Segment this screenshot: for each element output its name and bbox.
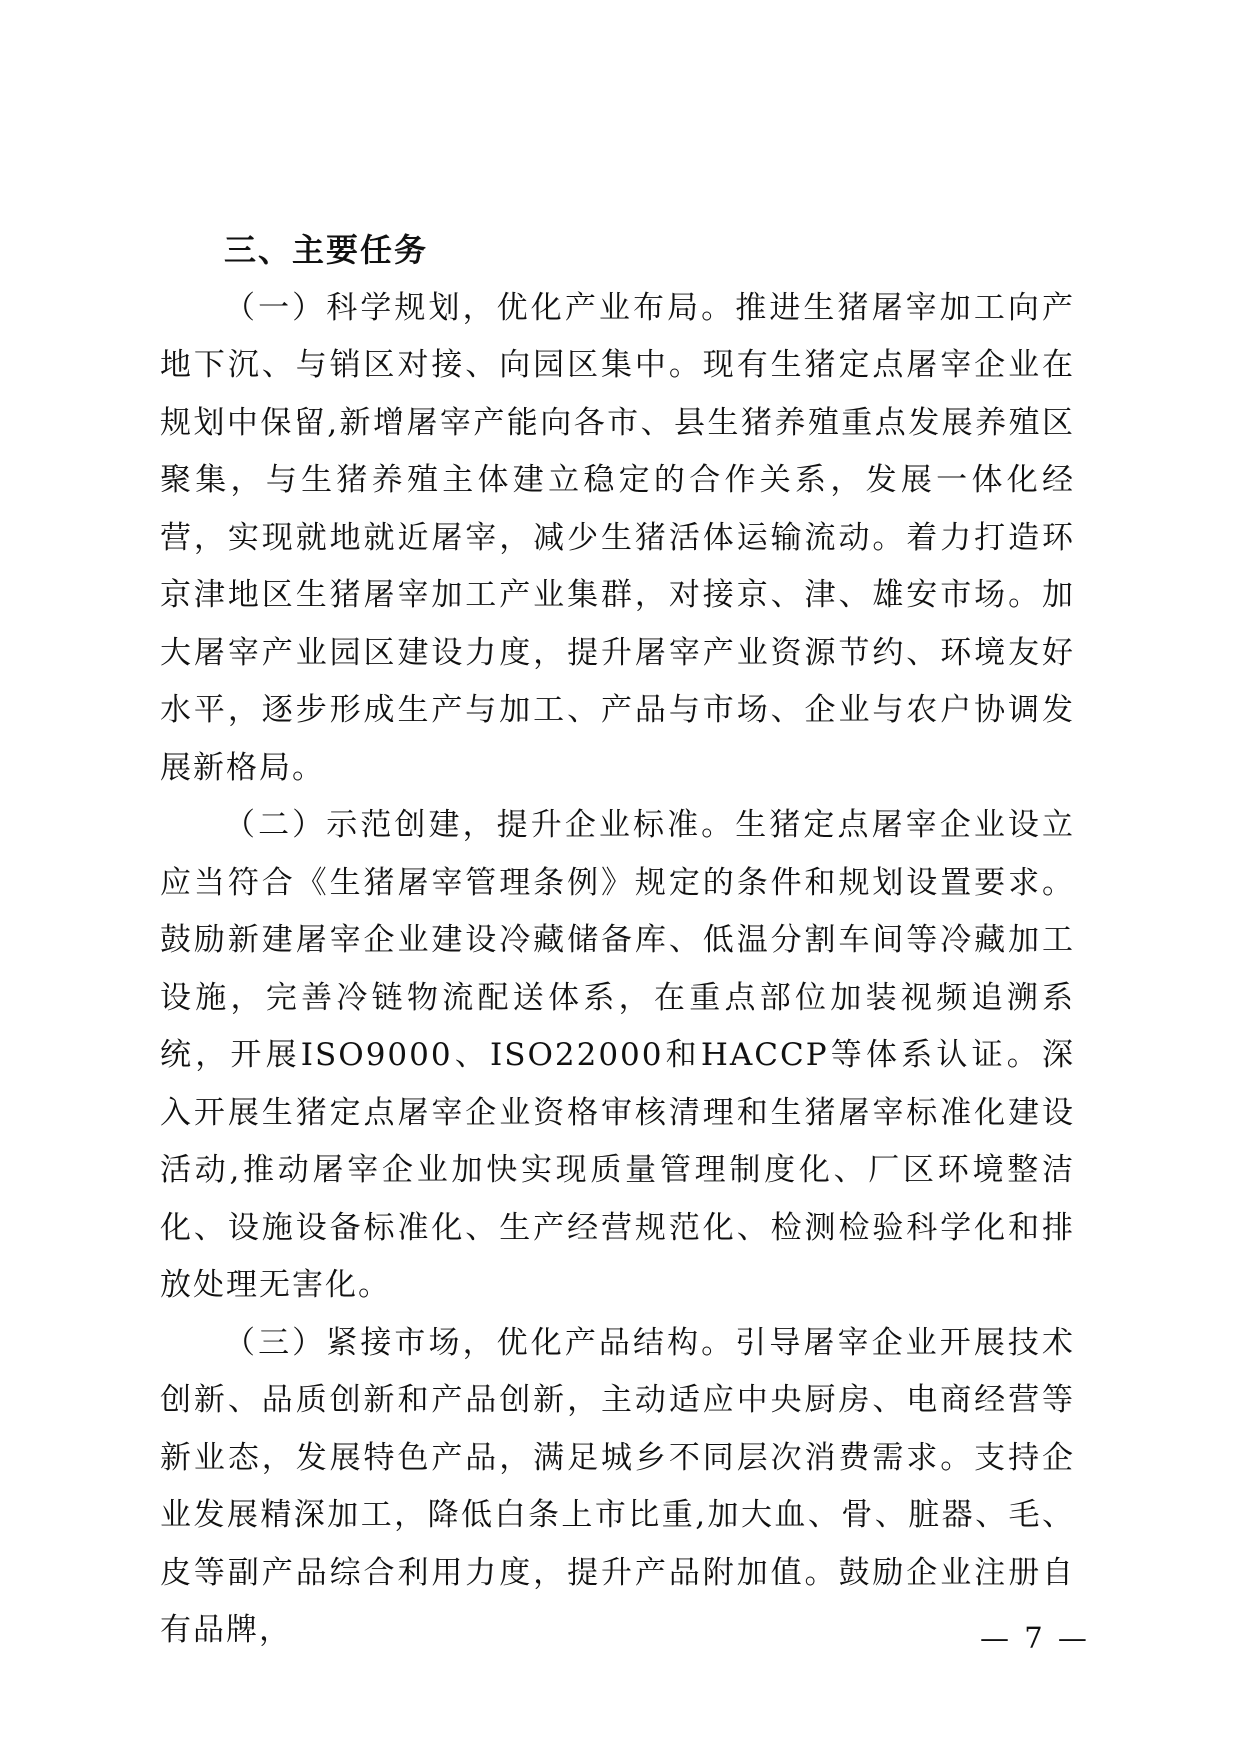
section-heading: 三、主要任务: [224, 231, 429, 269]
paragraph-market: （三）紧接市场，优化产品结构。引导屠宰企业开展技术创新、品质创新和产品创新，主动适应中央厨房、电商经营等新业态，发展特色产品，满足城乡不同层次消费需求。支持企业发展精深加工，降低白条上市比重,加大血、骨、脏器、毛、皮等副产品综合利用力度，提升产品附加值。鼓励企业注册自有品牌，: [160, 1324, 1075, 1648]
paragraph-standards: （二）示范创建，提升企业标准。生猪定点屠宰企业设立应当符合《生猪屠宰管理条例》规定的条件和规划设置要求。鼓励新建屠宰企业建设冷藏储备库、低温分割车间等冷藏加工设施，完善冷链物流配送体系，在重点部位加装视频追溯系统，开展ISO9000、ISO22000和HACCP等体系认证。深入开展生猪定点屠宰企业资格审核清理和生猪屠宰标准化建设活动,推动屠宰企业加快实现质量管理制度化、厂区环境整洁化、设施设备标准化、生产经营规范化、检测检验科学化和排放处理无害化。: [160, 807, 1075, 1303]
paragraph-planning: （一）科学规划，优化产业布局。推进生猪屠宰加工向产地下沉、与销区对接、向园区集中。现有生猪定点屠宰企业在规划中保留,新增屠宰产能向各市、县生猪养殖重点发展养殖区聚集，与生猪养殖主体建立稳定的合作关系，发展一体化经营，实现就地就近屠宰，减少生猪活体运输流动。着力打造环京津地区生猪屠宰加工产业集群，对接京、津、雄安市场。加大屠宰产业园区建设力度，提升屠宰产业资源节约、环境友好水平，逐步形成生产与加工、产品与市场、企业与农户协调发展新格局。: [160, 289, 1075, 786]
document-body: [160, 222, 1075, 1660]
page-number: — 7 —: [980, 1621, 1090, 1655]
